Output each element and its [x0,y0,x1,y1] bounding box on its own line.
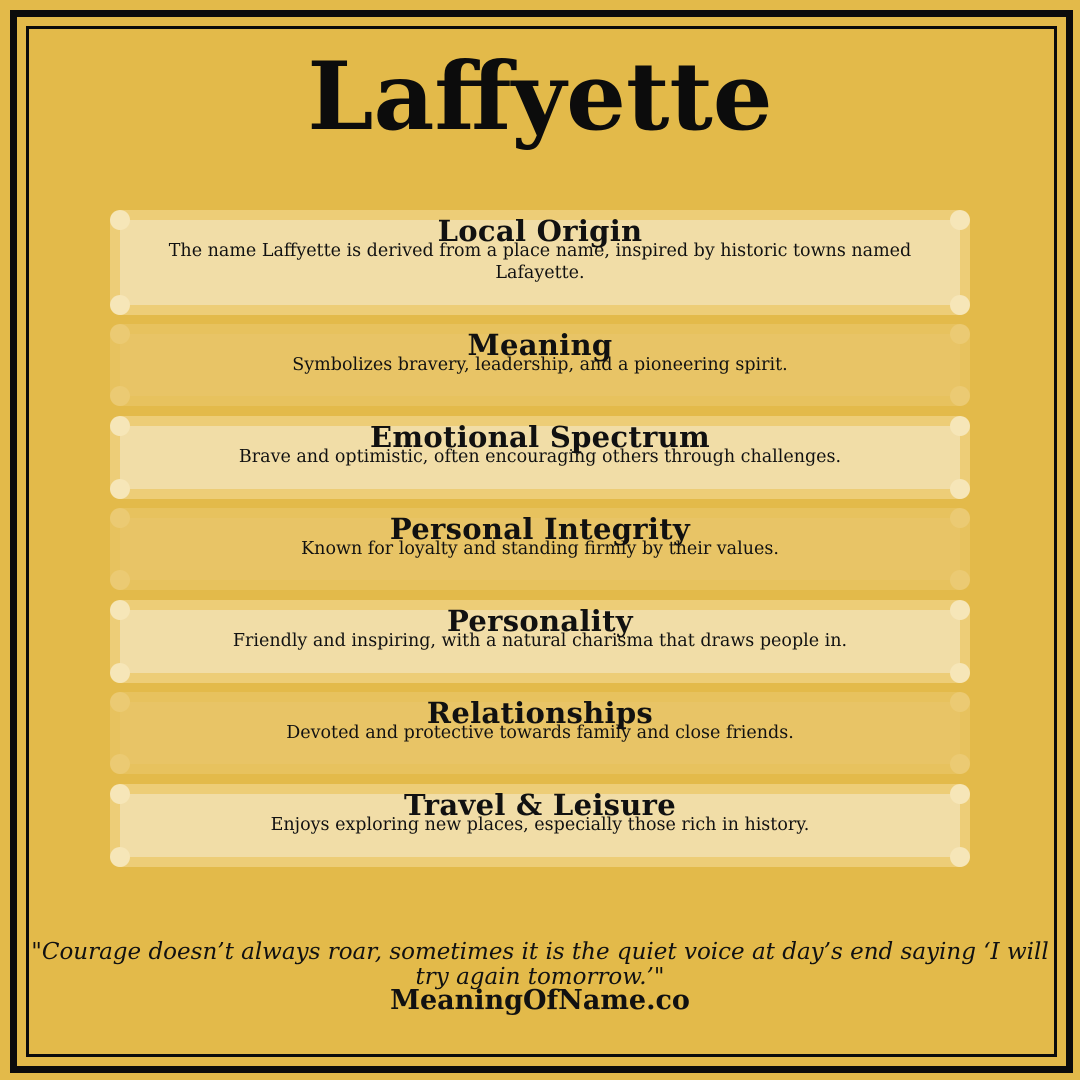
card-emotional-spectrum [110,416,970,499]
card-description: Known for loyalty and standing firmly by their values. [301,539,779,559]
card-relationships [110,692,970,774]
card-heading: Travel & Leisure [403,788,677,822]
card-heading: Personality [447,604,633,638]
corner-ornament [110,570,130,590]
card-heading: Personal Integrity [389,512,691,546]
card-heading: Local Origin [437,214,643,248]
corner-ornament [110,754,130,774]
card-description: Friendly and inspiring, with a natural charisma that draws people in. [232,631,848,651]
card-description: The name Laffyette is derived from a place name, inspired by historic towns named Lafayette. [168,241,912,283]
card-local-origin [110,210,970,315]
corner-ornament [950,295,970,315]
quote: "Courage doesn’t always roar, sometimes it is the quiet voice at day’s end saying ‘I will try again tomorrow.’" [31,939,1049,990]
corner-ornament [950,663,970,683]
corner-ornament [110,663,130,683]
corner-ornament [950,754,970,774]
corner-ornament [110,847,130,867]
site-name: MeaningOfName.co [390,985,690,1016]
card-personality [110,600,970,683]
card-description: Devoted and protective towards family and close friends. [286,723,794,743]
card-heading: Meaning [467,328,613,362]
corner-ornament [110,386,130,406]
page-title: Laffyette [307,42,773,152]
card-description: Enjoys exploring new places, especially those rich in history. [270,815,810,835]
corner-ornament [950,847,970,867]
corner-ornament [110,479,130,499]
card-heading: Relationships [426,696,654,730]
corner-ornament [950,479,970,499]
corner-ornament [950,570,970,590]
card-meaning [110,324,970,406]
card-travel-leisure [110,784,970,867]
card-description: Brave and optimistic, often encouraging others through challenges. [238,447,842,467]
card-description: Symbolizes bravery, leadership, and a pioneering spirit. [292,355,788,375]
corner-ornament [950,386,970,406]
corner-ornament [110,295,130,315]
card-personal-integrity [110,508,970,590]
card-heading: Emotional Spectrum [369,420,711,454]
